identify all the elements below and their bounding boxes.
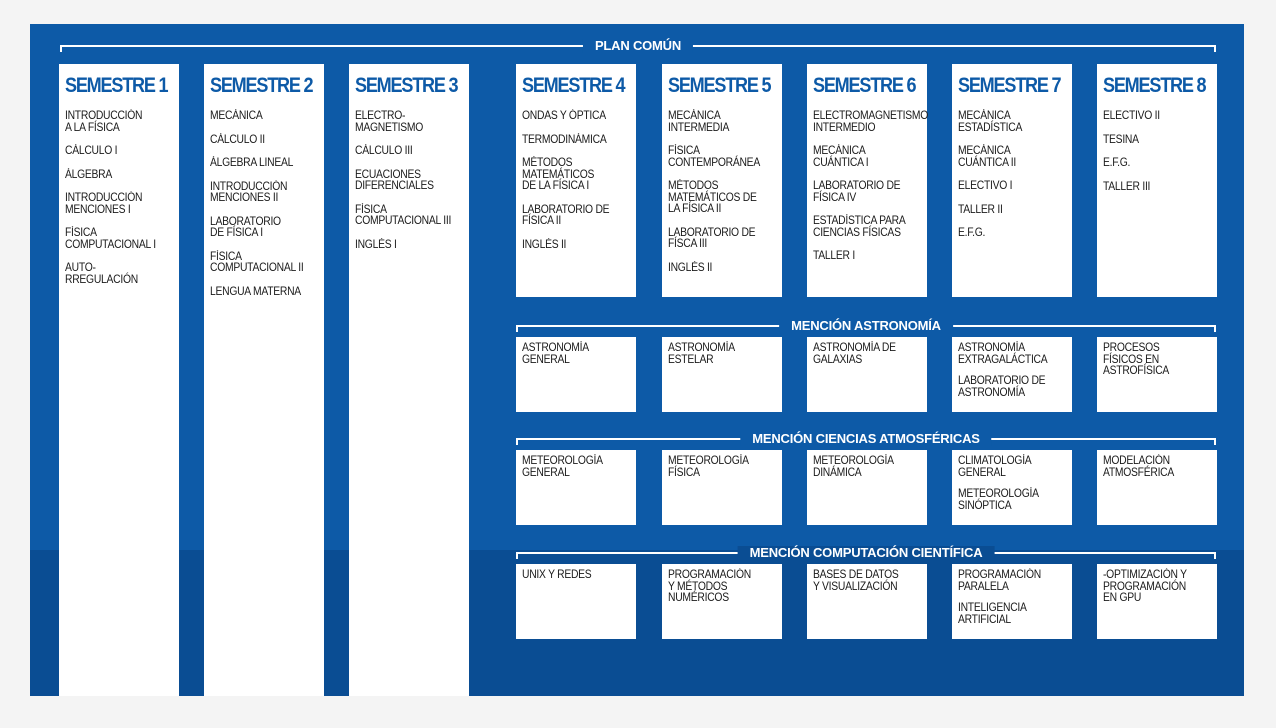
course-list (1103, 570, 1217, 605)
course-item: ASTRONOMÍA GENERAL (522, 342, 589, 366)
course-item: TALLER I (813, 250, 855, 262)
course-list (522, 456, 636, 479)
course-item: MÉTODOS MATEMÁTICOS DE LA FÍSICA II (668, 180, 757, 215)
semester-7-column (952, 64, 1072, 297)
course-item: CLIMATOLOGÍA GENERAL (958, 455, 1032, 479)
course-item: TESINA (1103, 133, 1139, 146)
course-list (813, 456, 927, 479)
course-item: INTRODUCCIÓN MENCIONES II (210, 180, 288, 204)
semester-title: SEMESTRE 1 (65, 74, 168, 97)
course-list (668, 343, 782, 366)
course-list (813, 111, 927, 263)
course-item: METEOROLOGÍA FÍSICA (668, 455, 749, 479)
course-list (958, 570, 1072, 626)
course-item: ECUACIONES DIFERENCIALES (355, 168, 434, 192)
course-list (522, 570, 636, 582)
course-list (668, 111, 782, 274)
course-item: -OPTIMIZACIÓN Y PROGRAMACIÓN EN GPU (1103, 569, 1187, 604)
computacion-box-3 (807, 564, 927, 639)
semester-8-column (1097, 64, 1217, 297)
course-item: ÁLGEBRA (65, 168, 113, 181)
course-item: TALLER II (958, 203, 1003, 216)
atmosfericas-box-5 (1097, 450, 1217, 525)
section-label-computacion: MENCIÓN COMPUTACIÓN CIENTÍFICA (738, 546, 995, 560)
course-list (813, 570, 927, 593)
course-list (355, 111, 469, 251)
course-list (813, 343, 927, 366)
course-list (668, 456, 782, 479)
course-item: ASTRONOMÍA ESTELAR (668, 342, 735, 366)
atmosfericas-box-4 (952, 450, 1072, 525)
course-list (210, 111, 324, 298)
course-item: PROGRAMACIÓN Y MÉTODOS NUMÉRICOS (668, 569, 752, 604)
course-list (65, 111, 179, 286)
course-item: INGLÉS II (522, 238, 567, 251)
course-item: METEOROLOGÍA SINÓPTICA (958, 488, 1039, 512)
course-item: ELECTIVO I (958, 180, 1013, 192)
semester-title: SEMESTRE 7 (958, 74, 1061, 97)
course-item: LABORATORIO DE FÍSICA IV (813, 180, 901, 204)
semester-6-column (807, 64, 927, 297)
course-item: CÁLCULO II (210, 133, 265, 146)
course-item: ESTADÍSTICA PARA CIENCIAS FÍSICAS (813, 215, 906, 239)
course-item: ELECTRO- MAGNETISMO (355, 110, 424, 134)
semester-2-column (204, 64, 324, 696)
course-item: MECÁNICA INTERMEDIA (668, 110, 730, 134)
course-item: LABORATORIO DE FÍSICA II (522, 203, 610, 227)
semester-4-column (516, 64, 636, 297)
semester-title: SEMESTRE 8 (1103, 74, 1206, 97)
course-item: BASES DE DATOS Y VISUALIZACIÓN (813, 569, 899, 593)
course-item: CÁLCULO III (355, 145, 413, 157)
semester-title: SEMESTRE 6 (813, 74, 916, 97)
computacion-box-5 (1097, 564, 1217, 639)
astronomia-box-5 (1097, 337, 1217, 412)
section-label-plan-comun: PLAN COMÚN (583, 39, 693, 53)
semester-title: SEMESTRE 4 (522, 74, 625, 97)
course-list (958, 111, 1072, 240)
course-item: ELECTIVO II (1103, 110, 1160, 122)
course-item: ÁLGEBRA LINEAL (210, 157, 294, 169)
curriculum-board (30, 24, 1244, 696)
atmosfericas-box-3 (807, 450, 927, 525)
course-list (522, 111, 636, 251)
computacion-box-4 (952, 564, 1072, 639)
section-atmosfericas (516, 433, 1216, 445)
course-list (1103, 456, 1217, 479)
astronomia-box-1 (516, 337, 636, 412)
semester-1-column (59, 64, 179, 696)
atmosfericas-box-1 (516, 450, 636, 525)
astronomia-box-2 (662, 337, 782, 412)
astronomia-box-3 (807, 337, 927, 412)
course-item: MECÁNICA ESTADÍSTICA (958, 110, 1023, 134)
course-item: LABORATORIO DE FÍSCA III (668, 226, 756, 250)
course-item: E.F.G. (958, 227, 986, 239)
course-item: PROCESOS FÍSICOS EN ASTROFÍSICA (1103, 342, 1170, 377)
course-item: LABORATORIO DE ASTRONOMÍA (958, 375, 1046, 399)
course-item: MECÁNICA CUÁNTICA II (958, 145, 1016, 169)
course-item: MÉTODOS MATEMÁTICOS DE LA FÍSICA I (522, 157, 595, 192)
course-item: TALLER III (1103, 180, 1151, 193)
section-computacion (516, 547, 1216, 559)
semester-title: SEMESTRE 5 (668, 74, 771, 97)
course-item: FÍSICA COMPUTACIONAL III (355, 203, 452, 227)
atmosfericas-box-2 (662, 450, 782, 525)
course-item: UNIX Y REDES (522, 569, 592, 581)
course-item: INGLÉS I (355, 238, 397, 251)
course-item: INGLÉS II (668, 261, 713, 274)
course-list (958, 456, 1072, 512)
course-item: INTELIGENCIA ARTIFICIAL (958, 602, 1027, 626)
course-item: MECÁNICA CUÁNTICA I (813, 145, 869, 169)
course-list (1103, 111, 1217, 193)
section-astronomia (516, 320, 1216, 332)
course-item: FÍSICA COMPUTACIONAL II (210, 250, 304, 274)
semester-5-column (662, 64, 782, 297)
semester-title: SEMESTRE 2 (210, 74, 313, 97)
course-item: AUTO- RREGULACIÓN (65, 262, 138, 286)
course-list (522, 343, 636, 366)
course-item: ASTRONOMÍA EXTRAGALÁCTICA (958, 342, 1048, 366)
course-item: METEOROLOGÍA GENERAL (522, 455, 603, 479)
course-list (668, 570, 782, 605)
course-item: FÍSICA CONTEMPORÁNEA (668, 145, 760, 169)
course-item: MODELACIÓN ATMOSFÉRICA (1103, 455, 1175, 479)
section-plan-comun (60, 40, 1216, 52)
course-item: PROGRAMACIÓN PARALELA (958, 569, 1042, 593)
course-item: ASTRONOMÍA DE GALAXIAS (813, 342, 896, 366)
course-list (958, 343, 1072, 399)
section-label-atmosfericas: MENCIÓN CIENCIAS ATMOSFÉRICAS (740, 432, 991, 446)
course-list (1103, 343, 1217, 378)
astronomia-box-4 (952, 337, 1072, 412)
course-item: INTRODUCCIÓN A LA FÍSICA (65, 110, 143, 134)
course-item: LABORATORIO DE FÍSICA I (210, 215, 281, 239)
semester-title: SEMESTRE 3 (355, 74, 458, 97)
course-item: ELECTROMAGNETISMO INTERMEDIO (813, 110, 929, 134)
course-item: E.F.G. (1103, 157, 1131, 169)
course-item: TERMODINÁMICA (522, 133, 607, 146)
course-item: INTRODUCCIÓN MENCIONES I (65, 192, 143, 216)
computacion-box-1 (516, 564, 636, 639)
section-label-astronomia: MENCIÓN ASTRONOMÍA (779, 319, 953, 333)
semester-3-column (349, 64, 469, 696)
course-item: ONDAS Y ÓPTICA (522, 110, 606, 122)
course-item: METEOROLOGÍA DINÁMICA (813, 455, 894, 479)
course-item: FÍSICA COMPUTACIONAL I (65, 227, 156, 251)
course-item: MECÁNICA (210, 110, 263, 122)
computacion-box-2 (662, 564, 782, 639)
course-item: LENGUA MATERNA (210, 285, 301, 298)
course-item: CÁLCULO I (65, 145, 118, 157)
